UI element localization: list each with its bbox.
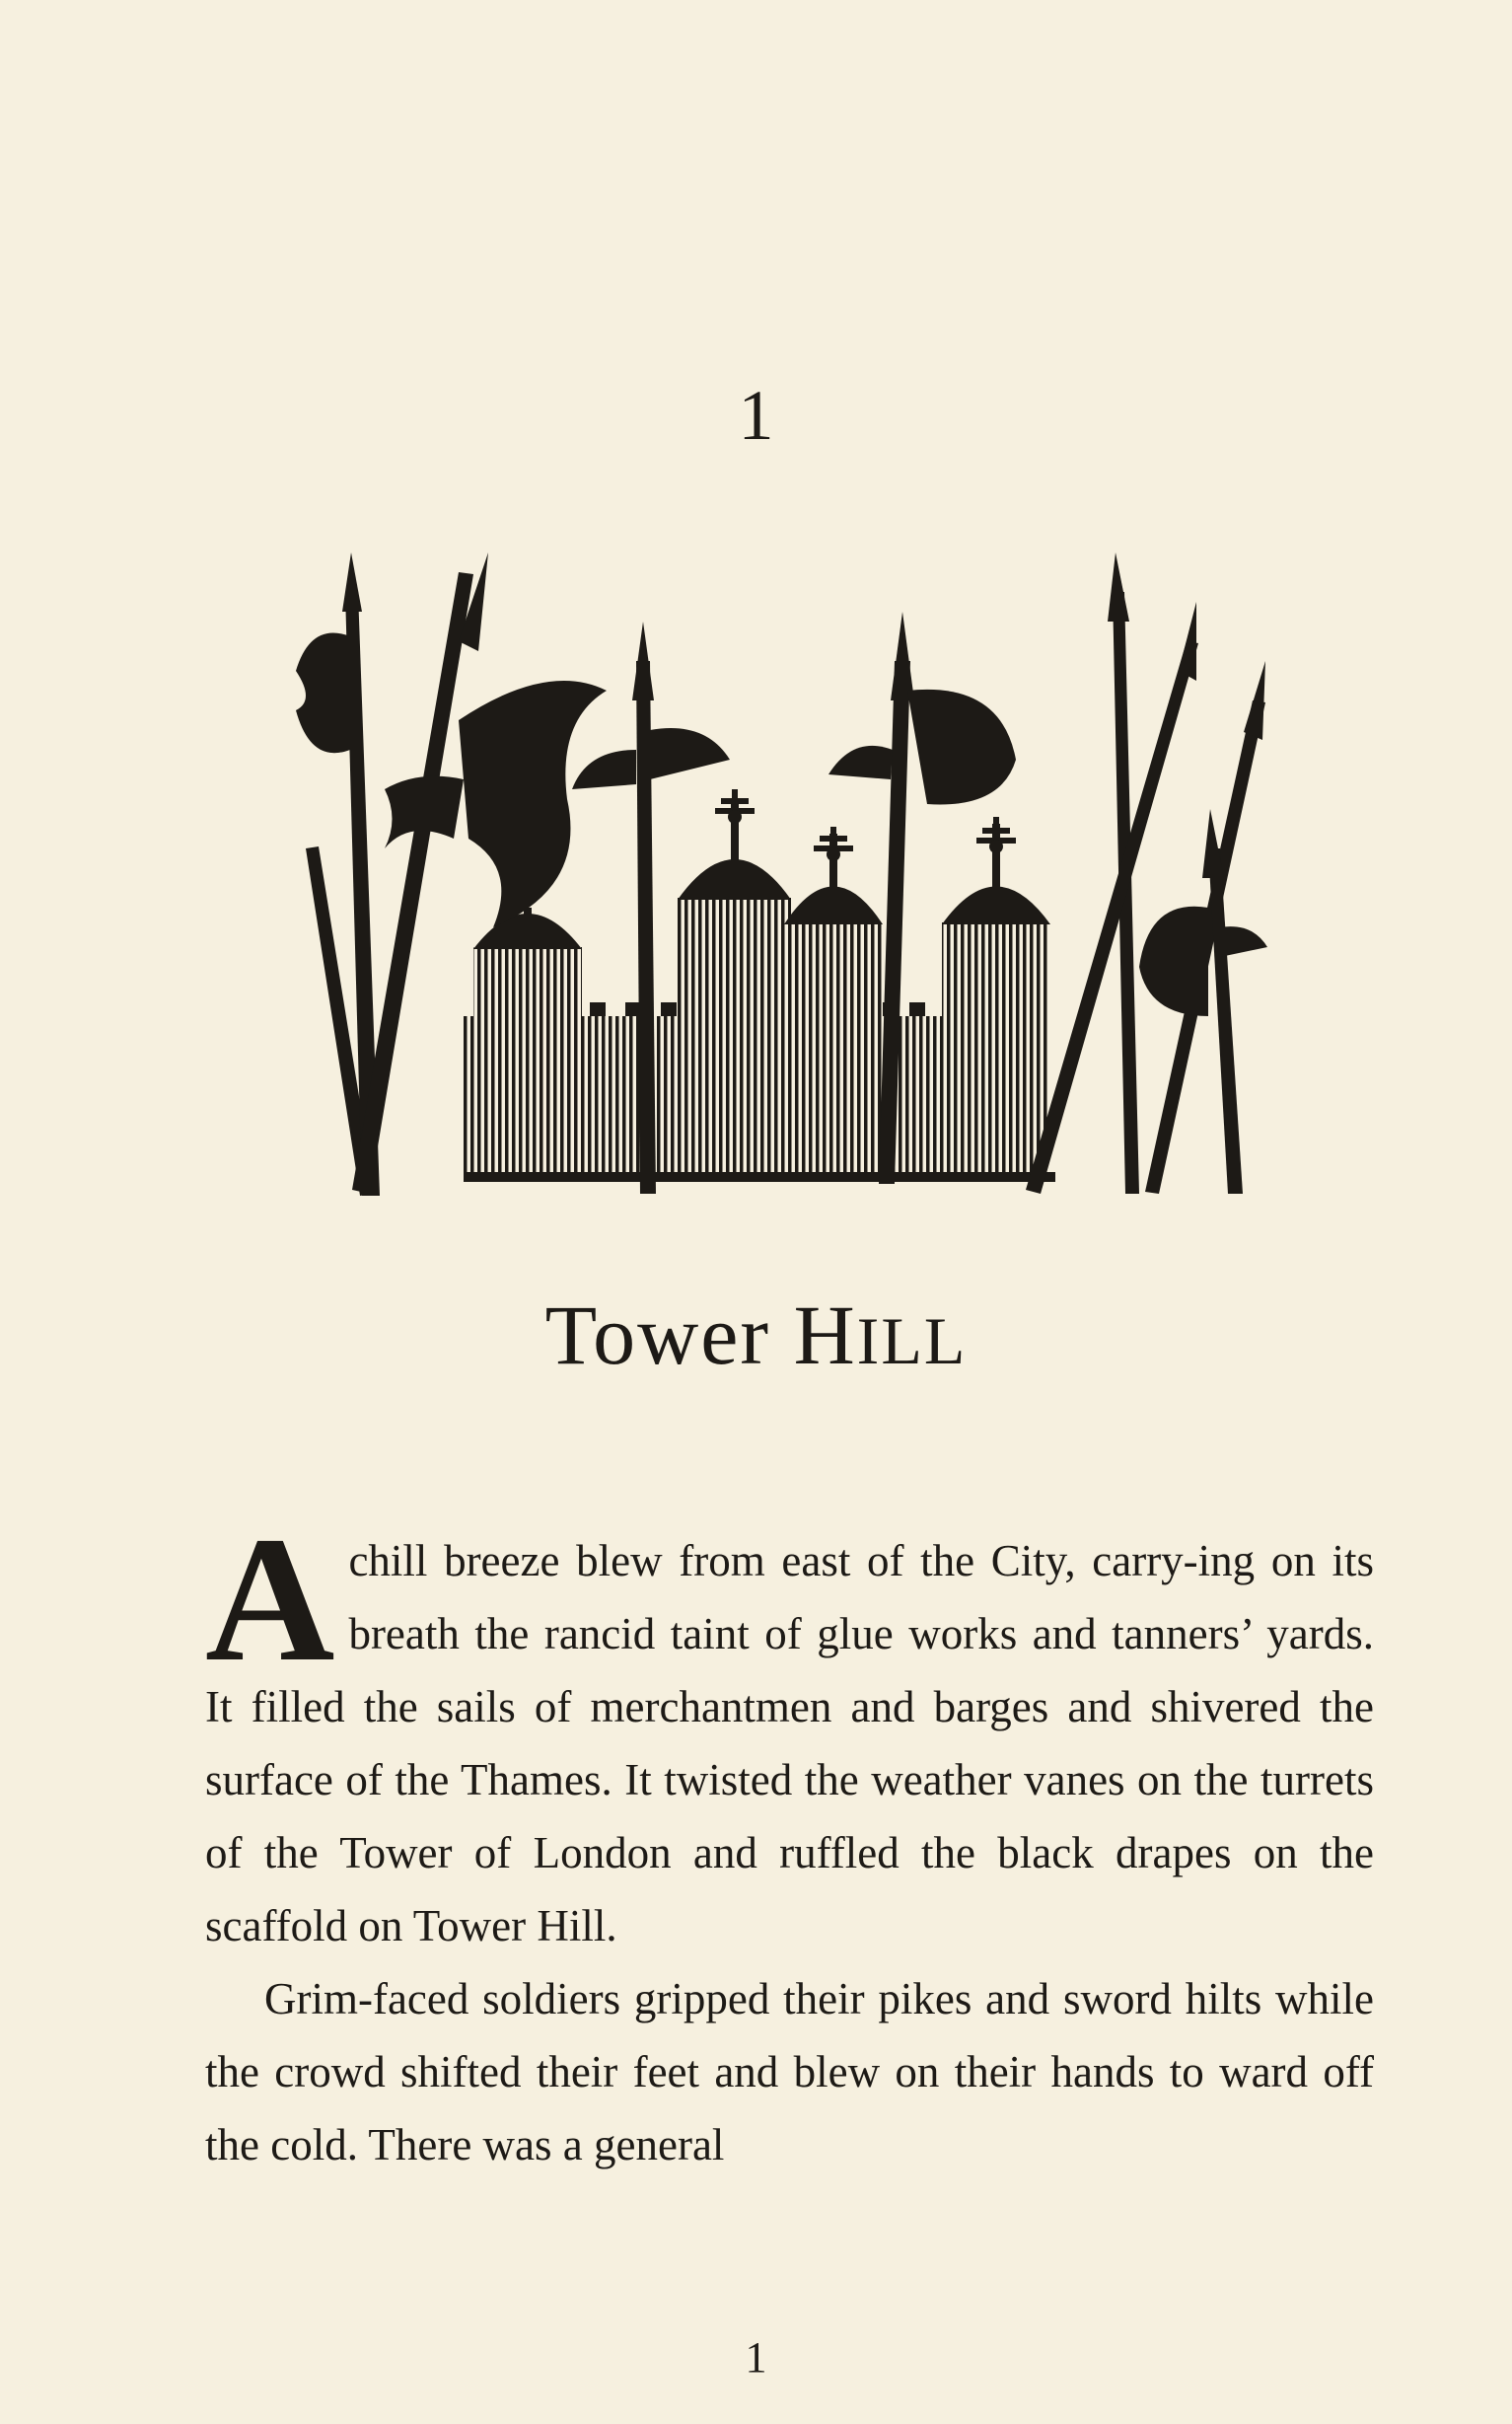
chapter-number: 1	[738, 376, 774, 455]
body-text	[205, 1501, 1374, 2181]
chapter-title-first-word: Tower	[544, 1287, 794, 1382]
chapter-title-second-word: HILL	[793, 1287, 968, 1382]
paragraph-1-text: chill breeze blew from east of the City, carry-ing on its breath the rancid taint of glue works and tanners’ yards. It filled the sails of merchantmen and barges and shivered the surface of the Thames. It twisted the weather vanes on the turrets of the Tower of London and ruffled the black drapes on the scaffold on Tower Hill.	[205, 1536, 1374, 1950]
spears-right	[1026, 552, 1267, 1194]
drop-cap: A	[205, 1501, 335, 1699]
paragraph-1	[205, 1501, 1374, 1962]
chapter-title	[0, 1287, 1512, 1382]
page-number: 1	[745, 2333, 767, 2382]
paragraph-2: Grim-faced soldiers gripped their pikes and sword hilts while the crowd shifted their feet and blew on their hands to ward off the cold. There was a general	[205, 1974, 1374, 2169]
tower-of-london-with-halberds-illustration	[291, 552, 1317, 1204]
